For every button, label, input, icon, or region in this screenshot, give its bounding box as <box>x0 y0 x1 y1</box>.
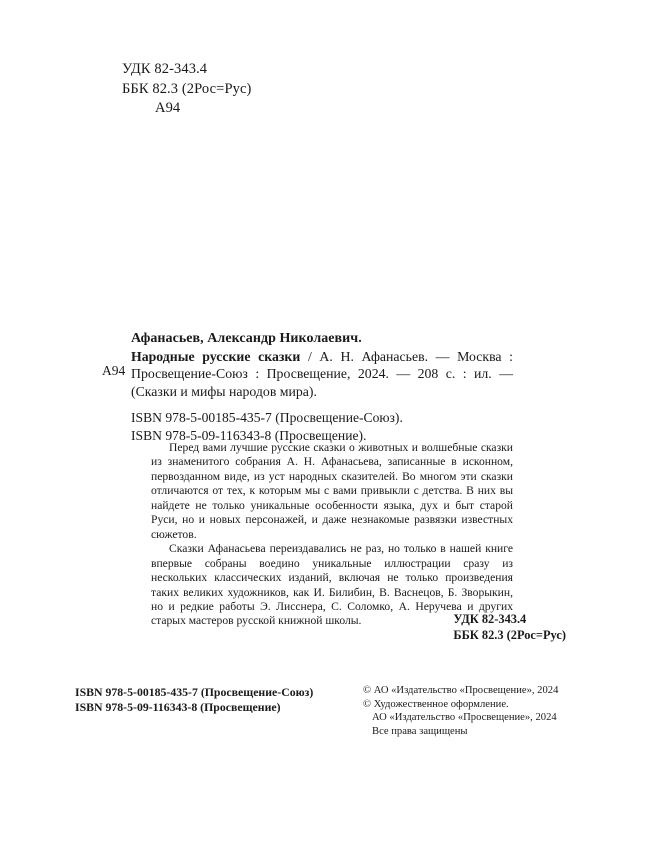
footer-copyright-block <box>363 684 558 738</box>
record-side-code: А94 <box>102 363 126 378</box>
record-isbn-list <box>131 409 513 444</box>
record-imprint: / А. Н. Афанасьев. — Москва : Просвещение-Союз : Просвещение, 2024. — 208 с. : ил. — (Сказки и мифы народов мира). <box>131 349 514 399</box>
annotation-paragraph-1: Перед вами лучшие русские сказки о животных и волшебные сказки из знаменитого собрания А. Н. Афанасьева, записанные в исконном, первозданном виде, из уст народных сказителей. Во многом эти сказки отличаются от тех, к которым мы с вами привыкли с детства. В них вы найдете не только уникальные особенности языка, дух и быт старой Руси, но и новых персонажей, и даже незнакомые развязки известных сюжетов. <box>151 441 513 541</box>
footer-isbn-block <box>75 685 313 716</box>
classification-block-repeat <box>453 611 566 643</box>
copyright-design-label: © Художественное оформление. <box>363 698 509 710</box>
record-description <box>131 348 513 400</box>
annotation-paragraph-2: Сказки Афанасьева переиздавались не раз, но только в нашей книге впервые собраны воедино уникальные иллюстрации сразу из нескольких классических изданий, включая не только произведения таких великих художников, как И. Билибин, В. Васнецов, Б. Зворыкин, но и редкие работы Э. Лисснера, С. Соломко, А. Неручева и других старых мастеров русской книжной школы. <box>151 542 513 628</box>
bbk-code-repeat: ББК 82.3 (2Рос=Рус) <box>453 628 566 642</box>
author-code-top: А94 <box>155 100 181 116</box>
record-author: Афанасьев, Александр Николаевич. <box>131 331 362 346</box>
annotation-block <box>151 441 513 629</box>
record-isbn-2: ISBN 978-5-09-116343-8 (Просвещение). <box>131 427 367 443</box>
footer-isbn-2: ISBN 978-5-09-116343-8 (Просвещение) <box>75 700 281 715</box>
all-rights-reserved: Все права защищены <box>372 725 468 737</box>
udk-code-top: УДК 82-343.4 <box>122 61 208 77</box>
record-title: Народные русские сказки <box>131 349 301 364</box>
copyright-design-publisher: АО «Издательство «Просвещение», 2024 <box>372 712 557 724</box>
record-isbn-1: ISBN 978-5-00185-435-7 (Просвещение-Союз). <box>131 410 403 426</box>
copyright-publisher: © АО «Издательство «Просвещение», 2024 <box>363 685 559 696</box>
classification-block-top <box>122 60 251 119</box>
bbk-code-top: ББК 82.3 (2Рос=Рус) <box>122 80 252 97</box>
bibliographic-record <box>102 330 514 444</box>
footer-isbn-1: ISBN 978-5-00185-435-7 (Просвещение-Союз) <box>75 685 314 699</box>
udk-code-repeat: УДК 82-343.4 <box>453 612 527 626</box>
